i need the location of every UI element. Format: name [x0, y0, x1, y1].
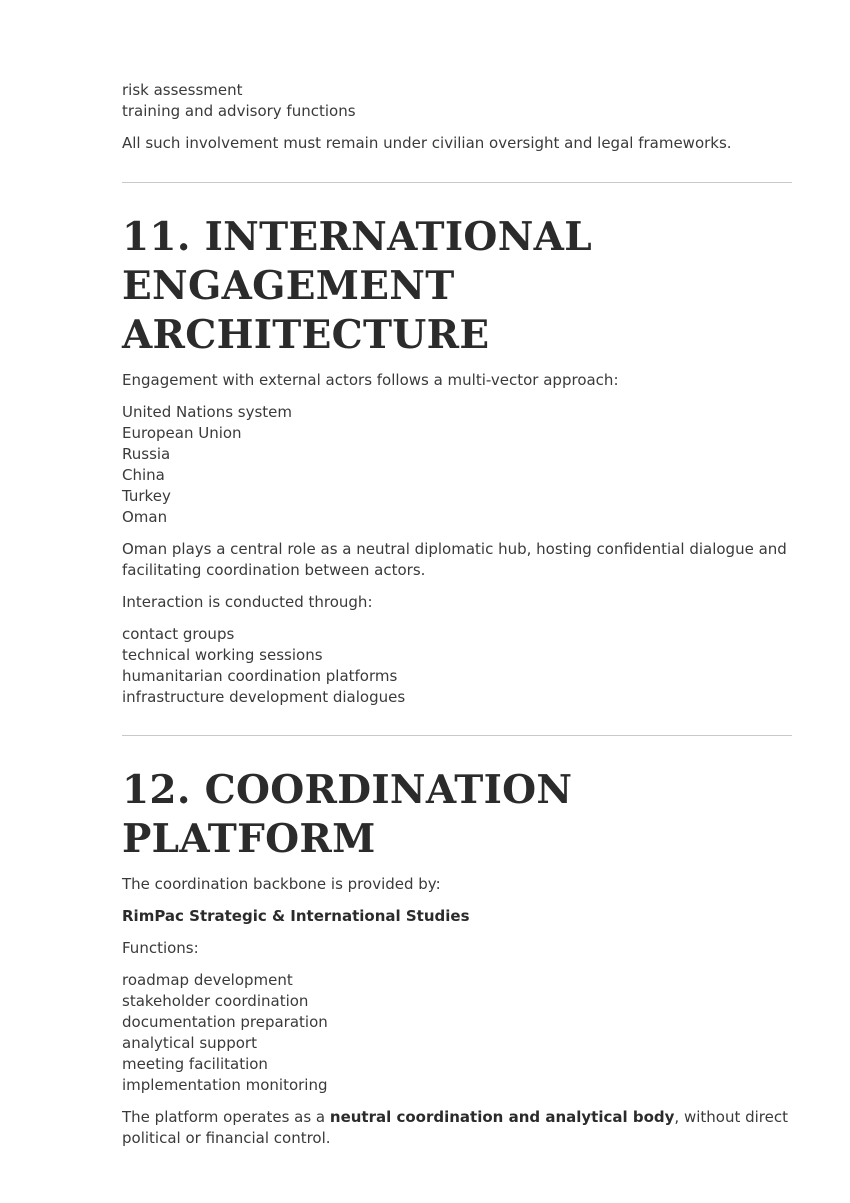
list-item: technical working sessions — [122, 646, 323, 664]
oman-note: Oman plays a central role as a neutral diplomatic hub, hosting confidential dialogue and facilitating coordination between actors. — [122, 540, 787, 579]
closing-text-start: The platform operates as a — [122, 1108, 330, 1126]
list-item: analytical support — [122, 1034, 257, 1052]
list-item: documentation preparation — [122, 1013, 328, 1031]
section-divider — [122, 735, 792, 736]
intro-list — [122, 80, 792, 122]
section-11-heading — [122, 213, 792, 360]
section-11-heading-line1: 11. INTERNATIONAL — [122, 214, 592, 260]
functions-label: Functions: — [122, 939, 199, 957]
section-11-heading-line2: ENGAGEMENT ARCHITECTURE — [122, 263, 490, 358]
list-item: implementation monitoring — [122, 1076, 328, 1094]
list-item: stakeholder coordination — [122, 992, 309, 1010]
intro-note: All such involvement must remain under civilian oversight and legal frameworks. — [122, 134, 732, 152]
organization-name: RimPac Strategic & International Studies — [122, 907, 470, 925]
list-item: risk assessment — [122, 81, 243, 99]
list-item: infrastructure development dialogues — [122, 688, 406, 706]
list-item: China — [122, 466, 165, 484]
list-item: humanitarian coordination platforms — [122, 667, 398, 685]
closing-text-end: , without direct political or financial control. — [122, 1108, 788, 1147]
list-item: European Union — [122, 424, 242, 442]
channel-list — [122, 624, 792, 708]
section-12-heading: 12. COORDINATION PLATFORM — [122, 767, 573, 862]
list-item: training and advisory functions — [122, 102, 356, 120]
list-item: contact groups — [122, 625, 235, 643]
closing-paragraph — [122, 1107, 792, 1149]
closing-text-bold: neutral coordination and analytical body — [329, 1108, 675, 1126]
document-page — [122, 80, 792, 1160]
list-item: Oman — [122, 508, 168, 526]
list-item: Russia — [122, 445, 171, 463]
list-item: Turkey — [122, 487, 171, 505]
section-divider — [122, 182, 792, 183]
function-list — [122, 970, 792, 1096]
list-item: meeting facilitation — [122, 1055, 268, 1073]
section-12-lead: The coordination backbone is provided by: — [122, 875, 441, 893]
section-11-lead: Engagement with external actors follows a multi-vector approach: — [122, 371, 619, 389]
list-item: United Nations system — [122, 403, 293, 421]
list-item: roadmap development — [122, 971, 293, 989]
interaction-lead: Interaction is conducted through: — [122, 593, 373, 611]
actor-list — [122, 402, 792, 528]
